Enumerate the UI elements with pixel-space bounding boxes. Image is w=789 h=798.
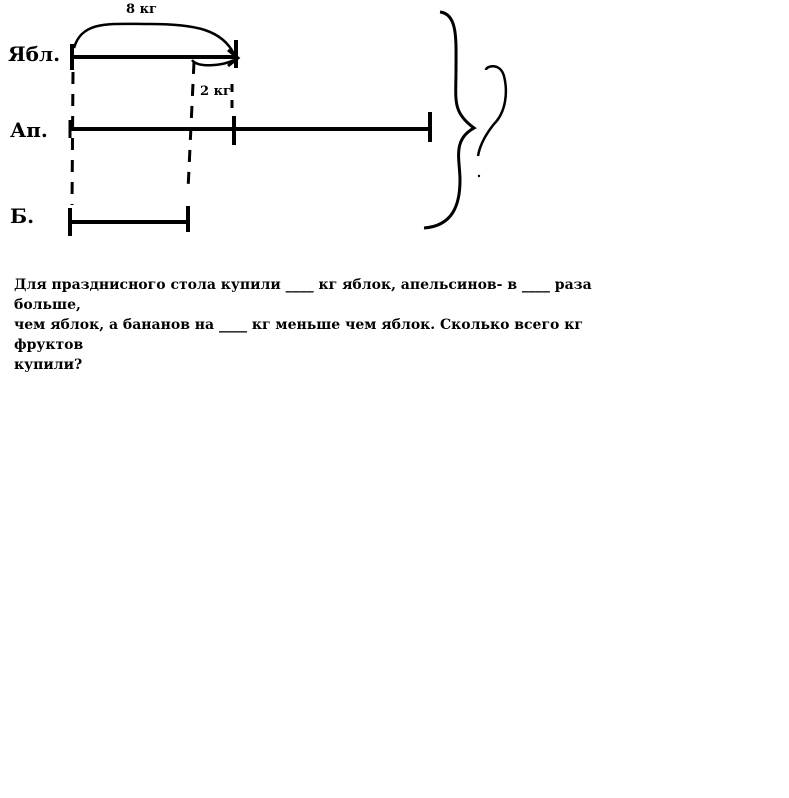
oranges-segment [70,112,430,145]
bananas-dashed-guide [188,62,194,190]
question-mark-dot [478,175,480,177]
difference-quantity-label: 2 кг [200,84,231,99]
left-dashed-guide [72,72,73,205]
apples-total-arc [74,24,234,54]
oranges-row-label: Ап. [10,118,48,142]
bananas-segment [70,206,190,236]
problem-line-3: купили? [14,357,83,373]
problem-statement [14,275,634,375]
bananas-row-label: Б. [10,204,35,228]
apples-quantity-label: 8 кг [126,2,157,17]
problem-line-1: Для праздниcного стола купили ____ кг яблок, апельсинов- в ____ раза больше, [14,277,592,313]
apples-row-label: Ябл. [8,42,61,66]
problem-line-2: чем яблок, а бананов на ____ кг меньше чем яблок. Сколько всего кг фруктов [14,317,583,353]
question-mark-icon [478,66,506,156]
